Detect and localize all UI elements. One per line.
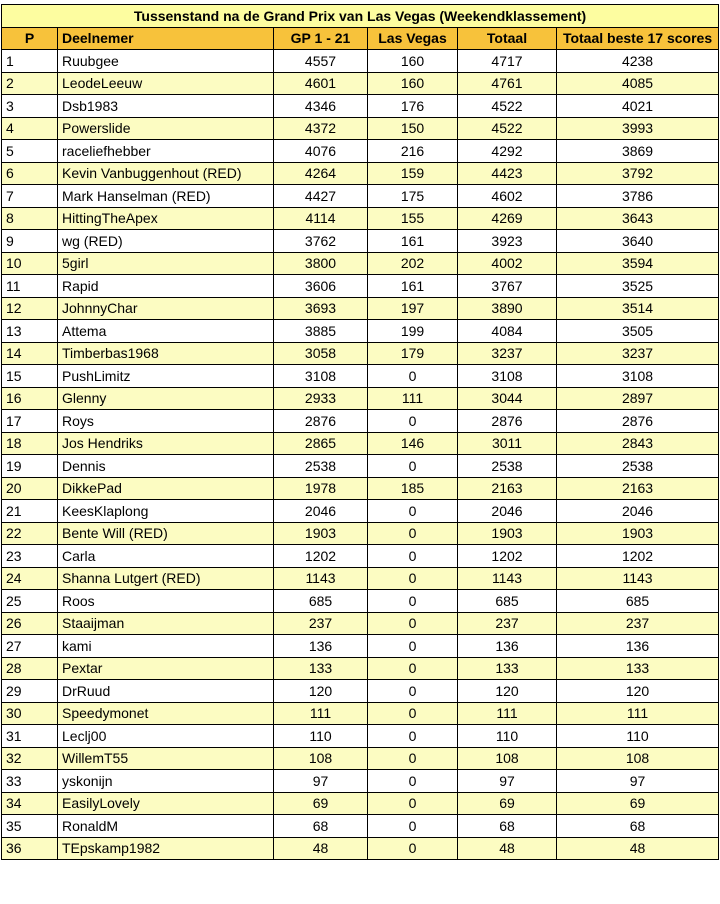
cell-las-vegas: 161	[368, 275, 458, 298]
cell-participant: yskonijn	[58, 770, 274, 793]
cell-best-17-total: 3640	[557, 230, 719, 253]
cell-gp-1-21: 2046	[274, 500, 368, 523]
cell-las-vegas: 0	[368, 747, 458, 770]
table-row	[2, 455, 719, 478]
cell-total: 4761	[458, 72, 557, 95]
cell-total: 3923	[458, 230, 557, 253]
cell-best-17-total: 3792	[557, 162, 719, 185]
cell-total: 2538	[458, 455, 557, 478]
table-row	[2, 657, 719, 680]
table-row	[2, 117, 719, 140]
cell-las-vegas: 202	[368, 252, 458, 275]
cell-participant: Staaijman	[58, 612, 274, 635]
cell-las-vegas: 0	[368, 837, 458, 860]
cell-gp-1-21: 48	[274, 837, 368, 860]
cell-gp-1-21: 1202	[274, 545, 368, 568]
cell-las-vegas: 0	[368, 455, 458, 478]
cell-position: 27	[2, 635, 58, 658]
cell-las-vegas: 0	[368, 657, 458, 680]
table-row	[2, 680, 719, 703]
cell-participant: Powerslide	[58, 117, 274, 140]
table-body	[2, 50, 719, 860]
table-row	[2, 185, 719, 208]
table-row	[2, 342, 719, 365]
cell-gp-1-21: 2538	[274, 455, 368, 478]
cell-best-17-total: 48	[557, 837, 719, 860]
cell-participant: DikkePad	[58, 477, 274, 500]
cell-participant: EasilyLovely	[58, 792, 274, 815]
cell-las-vegas: 0	[368, 635, 458, 658]
cell-gp-1-21: 1143	[274, 567, 368, 590]
cell-gp-1-21: 3108	[274, 365, 368, 388]
cell-las-vegas: 0	[368, 725, 458, 748]
cell-gp-1-21: 3693	[274, 297, 368, 320]
cell-participant: WillemT55	[58, 747, 274, 770]
cell-total: 2876	[458, 410, 557, 433]
cell-gp-1-21: 3762	[274, 230, 368, 253]
cell-position: 32	[2, 747, 58, 770]
cell-gp-1-21: 1978	[274, 477, 368, 500]
cell-total: 4002	[458, 252, 557, 275]
table-row	[2, 365, 719, 388]
cell-participant: RonaldM	[58, 815, 274, 838]
cell-gp-1-21: 4346	[274, 95, 368, 118]
table-row	[2, 590, 719, 613]
cell-las-vegas: 150	[368, 117, 458, 140]
cell-participant: Mark Hanselman (RED)	[58, 185, 274, 208]
table-row	[2, 815, 719, 838]
table-row	[2, 702, 719, 725]
cell-participant: wg (RED)	[58, 230, 274, 253]
table-row	[2, 792, 719, 815]
cell-gp-1-21: 4557	[274, 50, 368, 73]
table-row	[2, 140, 719, 163]
cell-participant: Carla	[58, 545, 274, 568]
cell-participant: Shanna Lutgert (RED)	[58, 567, 274, 590]
cell-total: 3044	[458, 387, 557, 410]
header-total: Totaal	[458, 27, 557, 50]
table-row	[2, 747, 719, 770]
cell-total: 685	[458, 590, 557, 613]
cell-best-17-total: 1903	[557, 522, 719, 545]
cell-total: 120	[458, 680, 557, 703]
cell-las-vegas: 0	[368, 680, 458, 703]
cell-position: 25	[2, 590, 58, 613]
cell-total: 136	[458, 635, 557, 658]
cell-gp-1-21: 1903	[274, 522, 368, 545]
cell-position: 24	[2, 567, 58, 590]
cell-best-17-total: 97	[557, 770, 719, 793]
cell-total: 4423	[458, 162, 557, 185]
cell-best-17-total: 136	[557, 635, 719, 658]
cell-las-vegas: 0	[368, 365, 458, 388]
cell-las-vegas: 0	[368, 590, 458, 613]
table-row	[2, 320, 719, 343]
table-row	[2, 522, 719, 545]
cell-participant: TEpskamp1982	[58, 837, 274, 860]
cell-total: 3237	[458, 342, 557, 365]
cell-las-vegas: 0	[368, 522, 458, 545]
cell-total: 3890	[458, 297, 557, 320]
cell-participant: JohnnyChar	[58, 297, 274, 320]
cell-las-vegas: 0	[368, 702, 458, 725]
cell-las-vegas: 146	[368, 432, 458, 455]
cell-position: 10	[2, 252, 58, 275]
cell-participant: Roys	[58, 410, 274, 433]
cell-gp-1-21: 4372	[274, 117, 368, 140]
cell-position: 36	[2, 837, 58, 860]
table-row	[2, 72, 719, 95]
cell-total: 2163	[458, 477, 557, 500]
cell-best-17-total: 3869	[557, 140, 719, 163]
table-row	[2, 612, 719, 635]
cell-las-vegas: 161	[368, 230, 458, 253]
cell-best-17-total: 2046	[557, 500, 719, 523]
cell-participant: Dennis	[58, 455, 274, 478]
cell-best-17-total: 3643	[557, 207, 719, 230]
cell-position: 23	[2, 545, 58, 568]
cell-participant: kami	[58, 635, 274, 658]
cell-las-vegas: 176	[368, 95, 458, 118]
cell-gp-1-21: 108	[274, 747, 368, 770]
cell-gp-1-21: 2865	[274, 432, 368, 455]
cell-las-vegas: 199	[368, 320, 458, 343]
cell-best-17-total: 2897	[557, 387, 719, 410]
cell-best-17-total: 3594	[557, 252, 719, 275]
header-best-17-total: Totaal beste 17 scores	[557, 27, 719, 50]
table-row	[2, 432, 719, 455]
cell-gp-1-21: 111	[274, 702, 368, 725]
table-title: Tussenstand na de Grand Prix van Las Vegas (Weekendklassement)	[2, 5, 719, 28]
cell-position: 9	[2, 230, 58, 253]
cell-gp-1-21: 3885	[274, 320, 368, 343]
cell-position: 35	[2, 815, 58, 838]
cell-participant: Timberbas1968	[58, 342, 274, 365]
cell-participant: HittingTheApex	[58, 207, 274, 230]
cell-gp-1-21: 68	[274, 815, 368, 838]
cell-best-17-total: 111	[557, 702, 719, 725]
cell-las-vegas: 155	[368, 207, 458, 230]
cell-best-17-total: 68	[557, 815, 719, 838]
cell-position: 5	[2, 140, 58, 163]
cell-position: 14	[2, 342, 58, 365]
table-row	[2, 387, 719, 410]
header-participant: Deelnemer	[58, 27, 274, 50]
cell-best-17-total: 69	[557, 792, 719, 815]
cell-gp-1-21: 69	[274, 792, 368, 815]
cell-position: 11	[2, 275, 58, 298]
cell-best-17-total: 3525	[557, 275, 719, 298]
cell-gp-1-21: 4114	[274, 207, 368, 230]
cell-best-17-total: 4021	[557, 95, 719, 118]
cell-total: 1202	[458, 545, 557, 568]
cell-position: 20	[2, 477, 58, 500]
cell-best-17-total: 1202	[557, 545, 719, 568]
cell-position: 30	[2, 702, 58, 725]
cell-best-17-total: 3505	[557, 320, 719, 343]
cell-las-vegas: 111	[368, 387, 458, 410]
cell-best-17-total: 3108	[557, 365, 719, 388]
cell-total: 4717	[458, 50, 557, 73]
cell-participant: KeesKlaplong	[58, 500, 274, 523]
cell-total: 1143	[458, 567, 557, 590]
cell-position: 15	[2, 365, 58, 388]
cell-position: 8	[2, 207, 58, 230]
cell-best-17-total: 2876	[557, 410, 719, 433]
cell-total: 110	[458, 725, 557, 748]
header-las-vegas: Las Vegas	[368, 27, 458, 50]
cell-gp-1-21: 4427	[274, 185, 368, 208]
cell-las-vegas: 175	[368, 185, 458, 208]
cell-gp-1-21: 4264	[274, 162, 368, 185]
header-position: P	[2, 27, 58, 50]
cell-position: 7	[2, 185, 58, 208]
header-gp-1-21: GP 1 - 21	[274, 27, 368, 50]
cell-position: 3	[2, 95, 58, 118]
cell-gp-1-21: 3606	[274, 275, 368, 298]
cell-total: 3108	[458, 365, 557, 388]
cell-gp-1-21: 237	[274, 612, 368, 635]
cell-participant: Speedymonet	[58, 702, 274, 725]
cell-best-17-total: 2538	[557, 455, 719, 478]
cell-best-17-total: 4238	[557, 50, 719, 73]
cell-participant: raceliefhebber	[58, 140, 274, 163]
cell-total: 3767	[458, 275, 557, 298]
cell-participant: DrRuud	[58, 680, 274, 703]
standings-table	[1, 4, 719, 860]
cell-total: 108	[458, 747, 557, 770]
cell-las-vegas: 0	[368, 815, 458, 838]
table-row	[2, 230, 719, 253]
cell-total: 3011	[458, 432, 557, 455]
cell-participant: Rapid	[58, 275, 274, 298]
cell-best-17-total: 108	[557, 747, 719, 770]
cell-gp-1-21: 110	[274, 725, 368, 748]
cell-las-vegas: 216	[368, 140, 458, 163]
cell-total: 68	[458, 815, 557, 838]
cell-total: 4269	[458, 207, 557, 230]
table-row	[2, 725, 719, 748]
cell-participant: PushLimitz	[58, 365, 274, 388]
cell-total: 4602	[458, 185, 557, 208]
table-row	[2, 837, 719, 860]
cell-total: 48	[458, 837, 557, 860]
table-row	[2, 410, 719, 433]
cell-participant: Ruubgee	[58, 50, 274, 73]
cell-las-vegas: 185	[368, 477, 458, 500]
cell-participant: Roos	[58, 590, 274, 613]
cell-participant: Glenny	[58, 387, 274, 410]
cell-total: 111	[458, 702, 557, 725]
title-row	[2, 5, 719, 28]
cell-las-vegas: 0	[368, 545, 458, 568]
cell-participant: Bente Will (RED)	[58, 522, 274, 545]
cell-position: 16	[2, 387, 58, 410]
table-row	[2, 477, 719, 500]
cell-total: 4084	[458, 320, 557, 343]
cell-las-vegas: 197	[368, 297, 458, 320]
table-row	[2, 500, 719, 523]
cell-position: 12	[2, 297, 58, 320]
cell-total: 1903	[458, 522, 557, 545]
cell-position: 19	[2, 455, 58, 478]
cell-gp-1-21: 97	[274, 770, 368, 793]
cell-best-17-total: 3993	[557, 117, 719, 140]
cell-position: 21	[2, 500, 58, 523]
table-row	[2, 770, 719, 793]
table-row	[2, 567, 719, 590]
cell-position: 29	[2, 680, 58, 703]
cell-las-vegas: 0	[368, 612, 458, 635]
cell-gp-1-21: 3058	[274, 342, 368, 365]
cell-position: 31	[2, 725, 58, 748]
cell-gp-1-21: 3800	[274, 252, 368, 275]
cell-position: 34	[2, 792, 58, 815]
cell-position: 6	[2, 162, 58, 185]
header-row	[2, 27, 719, 50]
cell-gp-1-21: 136	[274, 635, 368, 658]
cell-position: 13	[2, 320, 58, 343]
table-row	[2, 635, 719, 658]
cell-position: 28	[2, 657, 58, 680]
cell-gp-1-21: 4601	[274, 72, 368, 95]
cell-best-17-total: 1143	[557, 567, 719, 590]
cell-gp-1-21: 133	[274, 657, 368, 680]
table-row	[2, 162, 719, 185]
cell-gp-1-21: 120	[274, 680, 368, 703]
table-row	[2, 545, 719, 568]
cell-best-17-total: 3237	[557, 342, 719, 365]
cell-total: 133	[458, 657, 557, 680]
table-row	[2, 252, 719, 275]
table-row	[2, 95, 719, 118]
cell-position: 33	[2, 770, 58, 793]
cell-position: 26	[2, 612, 58, 635]
table-row	[2, 275, 719, 298]
cell-total: 4522	[458, 95, 557, 118]
cell-total: 4292	[458, 140, 557, 163]
table-row	[2, 50, 719, 73]
cell-participant: LeodeLeeuw	[58, 72, 274, 95]
cell-gp-1-21: 2876	[274, 410, 368, 433]
cell-best-17-total: 3786	[557, 185, 719, 208]
cell-best-17-total: 133	[557, 657, 719, 680]
cell-total: 97	[458, 770, 557, 793]
cell-gp-1-21: 2933	[274, 387, 368, 410]
cell-total: 69	[458, 792, 557, 815]
cell-participant: 5girl	[58, 252, 274, 275]
cell-las-vegas: 179	[368, 342, 458, 365]
cell-gp-1-21: 685	[274, 590, 368, 613]
cell-best-17-total: 4085	[557, 72, 719, 95]
cell-position: 2	[2, 72, 58, 95]
cell-best-17-total: 2843	[557, 432, 719, 455]
cell-best-17-total: 110	[557, 725, 719, 748]
cell-participant: Dsb1983	[58, 95, 274, 118]
cell-participant: Leclj00	[58, 725, 274, 748]
table-row	[2, 207, 719, 230]
cell-total: 237	[458, 612, 557, 635]
cell-las-vegas: 0	[368, 500, 458, 523]
cell-participant: Jos Hendriks	[58, 432, 274, 455]
cell-position: 4	[2, 117, 58, 140]
cell-best-17-total: 2163	[557, 477, 719, 500]
cell-las-vegas: 160	[368, 50, 458, 73]
cell-total: 4522	[458, 117, 557, 140]
cell-las-vegas: 0	[368, 792, 458, 815]
cell-best-17-total: 3514	[557, 297, 719, 320]
cell-participant: Kevin Vanbuggenhout (RED)	[58, 162, 274, 185]
cell-las-vegas: 0	[368, 770, 458, 793]
cell-position: 17	[2, 410, 58, 433]
cell-position: 1	[2, 50, 58, 73]
cell-position: 18	[2, 432, 58, 455]
cell-participant: Pextar	[58, 657, 274, 680]
cell-participant: Attema	[58, 320, 274, 343]
cell-best-17-total: 237	[557, 612, 719, 635]
cell-las-vegas: 0	[368, 410, 458, 433]
cell-best-17-total: 120	[557, 680, 719, 703]
cell-total: 2046	[458, 500, 557, 523]
cell-las-vegas: 159	[368, 162, 458, 185]
cell-gp-1-21: 4076	[274, 140, 368, 163]
cell-las-vegas: 160	[368, 72, 458, 95]
table-row	[2, 297, 719, 320]
cell-position: 22	[2, 522, 58, 545]
cell-las-vegas: 0	[368, 567, 458, 590]
cell-best-17-total: 685	[557, 590, 719, 613]
